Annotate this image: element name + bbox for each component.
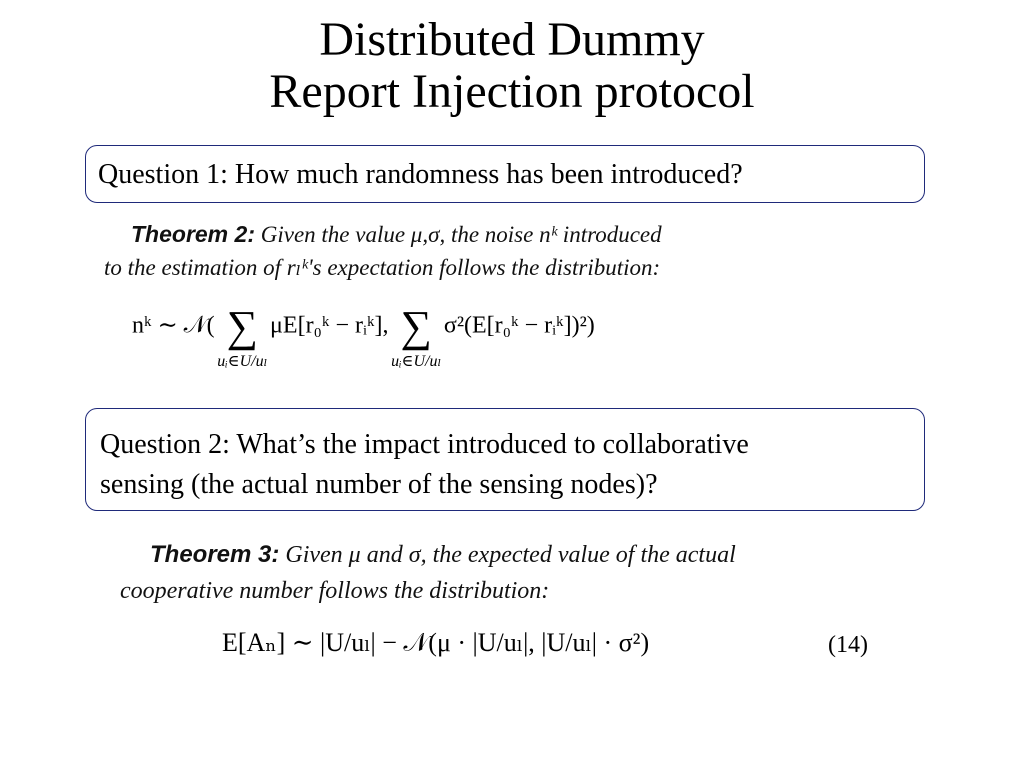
equation-lhs: nᵏ ∼ 𝒩( <box>132 312 215 339</box>
sum-symbol: ∑ <box>226 302 259 351</box>
question-1-text: Question 1: How much randomness has been introduced? <box>98 159 743 190</box>
title-line-1: Distributed Dummy <box>319 13 705 66</box>
question-1-box <box>85 145 925 203</box>
theorem-3-equation: E[Aₙ] ∼ |U/uₗ| − 𝒩(μ · |U/uₗ|, |U/uₗ| · σ²) <box>222 628 650 657</box>
sum-1 <box>217 302 268 370</box>
equation-term-1: μE[r₀ᵏ − rᵢᵏ], <box>270 312 389 339</box>
sum-symbol: ∑ <box>400 302 432 351</box>
equation-number: (14) <box>828 632 868 658</box>
question-2-line-1: Question 2: What’s the impact introduced to collaborative <box>100 429 749 460</box>
theorem-2-line-1: Given the value μ,σ, the noise nᵏ introduced <box>260 222 662 247</box>
sum-2 <box>391 302 442 370</box>
slide-title <box>0 14 1024 118</box>
title-line-2: Report Injection protocol <box>269 65 755 118</box>
question-2-line-2: sensing (the actual number of the sensing nodes)? <box>100 469 658 500</box>
theorem-3 <box>120 537 900 609</box>
question-2-box <box>85 408 925 511</box>
sum-1-subscript: uᵢ∈U/uₗ <box>217 353 268 370</box>
theorem-3-line-2: cooperative number follows the distribution: <box>120 578 550 604</box>
theorem-3-label: Theorem 3: <box>150 541 280 568</box>
sum-2-subscript: uᵢ∈U/uₗ <box>391 353 442 370</box>
theorem-3-line-1: Given μ and σ, the expected value of the actual <box>285 542 736 568</box>
theorem-2 <box>104 218 804 284</box>
equation-term-2: σ²(E[r₀ᵏ − rᵢᵏ])²) <box>443 312 595 339</box>
theorem-2-equation <box>132 302 595 370</box>
theorem-2-label: Theorem 2: <box>131 221 255 247</box>
theorem-2-line-2: to the estimation of rₗᵏ's expectation follows the distribution: <box>104 255 661 280</box>
